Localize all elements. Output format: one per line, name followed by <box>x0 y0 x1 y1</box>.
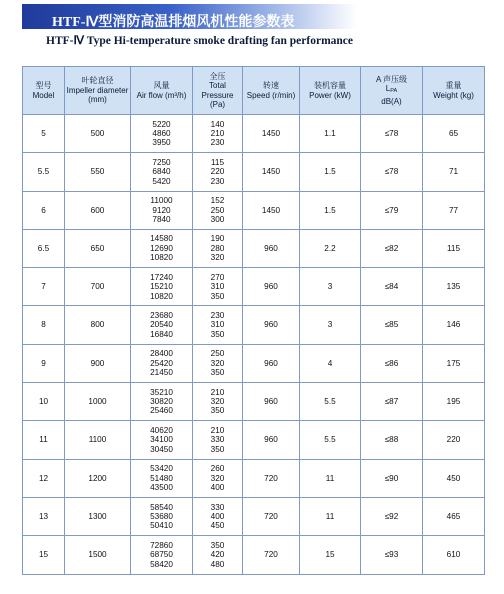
cell-model: 13 <box>23 497 65 535</box>
cell-speed: 720 <box>243 536 300 574</box>
header-speed: 转速 Speed (r/min) <box>243 67 300 115</box>
cell-power: 5.5 <box>300 383 361 421</box>
cell-pressure: 210 330 350 <box>193 421 243 459</box>
cell-speed: 720 <box>243 497 300 535</box>
cell-power: 11 <box>300 497 361 535</box>
cell-weight: 465 <box>423 497 485 535</box>
header-air-flow: 风量 Air flow (m³/h) <box>131 67 193 115</box>
cell-weight: 135 <box>423 268 485 306</box>
cell-pressure: 230 310 350 <box>193 306 243 344</box>
cell-model: 6.5 <box>23 229 65 267</box>
cell-pressure: 350 420 480 <box>193 536 243 574</box>
cell-power: 1.1 <box>300 115 361 153</box>
cell-power: 11 <box>300 459 361 497</box>
table-row <box>23 383 485 421</box>
page-title: HTF-Ⅳ型消防高温排烟风机性能参数表 <box>52 15 295 30</box>
cell-airflow: 17240 15210 10820 <box>131 268 193 306</box>
cell-model: 9 <box>23 344 65 382</box>
header-noise: A 声压级 LPA dB(A) <box>361 67 423 115</box>
table-row <box>23 191 485 229</box>
table-header-row <box>23 67 485 115</box>
cell-speed: 1450 <box>243 153 300 191</box>
cell-diameter: 1100 <box>65 421 131 459</box>
cell-noise: ≤92 <box>361 497 423 535</box>
cell-airflow: 11000 9120 7840 <box>131 191 193 229</box>
cell-weight: 77 <box>423 191 485 229</box>
cell-power: 2.2 <box>300 229 361 267</box>
table-row <box>23 229 485 267</box>
cell-weight: 175 <box>423 344 485 382</box>
cell-speed: 960 <box>243 421 300 459</box>
cell-weight: 115 <box>423 229 485 267</box>
cell-weight: 450 <box>423 459 485 497</box>
cell-model: 12 <box>23 459 65 497</box>
cell-pressure: 270 310 350 <box>193 268 243 306</box>
header-model: 型号 Model <box>23 67 65 115</box>
table-row <box>23 344 485 382</box>
table-row <box>23 268 485 306</box>
cell-diameter: 900 <box>65 344 131 382</box>
cell-noise: ≤90 <box>361 459 423 497</box>
cell-power: 5.5 <box>300 421 361 459</box>
cell-power: 1.5 <box>300 191 361 229</box>
cell-weight: 220 <box>423 421 485 459</box>
cell-noise: ≤78 <box>361 153 423 191</box>
cell-weight: 610 <box>423 536 485 574</box>
cell-pressure: 152 250 300 <box>193 191 243 229</box>
cell-airflow: 23680 20540 16840 <box>131 306 193 344</box>
cell-speed: 960 <box>243 344 300 382</box>
cell-airflow: 7250 6840 5420 <box>131 153 193 191</box>
table-row <box>23 153 485 191</box>
cell-speed: 960 <box>243 383 300 421</box>
cell-pressure: 190 280 320 <box>193 229 243 267</box>
cell-airflow: 53420 51480 43500 <box>131 459 193 497</box>
title-banner <box>22 4 357 29</box>
cell-pressure: 330 400 450 <box>193 497 243 535</box>
cell-power: 1.5 <box>300 153 361 191</box>
header-impeller-diameter: 叶轮直径 Impeller diameter (mm) <box>65 67 131 115</box>
cell-weight: 195 <box>423 383 485 421</box>
cell-model: 5.5 <box>23 153 65 191</box>
cell-noise: ≤87 <box>361 383 423 421</box>
cell-power: 3 <box>300 306 361 344</box>
cell-power: 3 <box>300 268 361 306</box>
cell-diameter: 1000 <box>65 383 131 421</box>
cell-noise: ≤85 <box>361 306 423 344</box>
cell-weight: 65 <box>423 115 485 153</box>
cell-weight: 71 <box>423 153 485 191</box>
cell-noise: ≤82 <box>361 229 423 267</box>
cell-diameter: 1500 <box>65 536 131 574</box>
cell-model: 6 <box>23 191 65 229</box>
cell-pressure: 250 320 350 <box>193 344 243 382</box>
cell-diameter: 700 <box>65 268 131 306</box>
cell-airflow: 58540 53680 50410 <box>131 497 193 535</box>
cell-diameter: 500 <box>65 115 131 153</box>
cell-airflow: 35210 30820 25460 <box>131 383 193 421</box>
header-power: 装机容量 Power (kW) <box>300 67 361 115</box>
cell-model: 10 <box>23 383 65 421</box>
cell-speed: 1450 <box>243 191 300 229</box>
table-row <box>23 497 485 535</box>
cell-noise: ≤79 <box>361 191 423 229</box>
table-row <box>23 459 485 497</box>
cell-diameter: 800 <box>65 306 131 344</box>
performance-table <box>22 66 485 575</box>
cell-noise: ≤93 <box>361 536 423 574</box>
cell-diameter: 1200 <box>65 459 131 497</box>
table-row <box>23 536 485 574</box>
cell-model: 8 <box>23 306 65 344</box>
cell-airflow: 40620 34100 30450 <box>131 421 193 459</box>
cell-noise: ≤84 <box>361 268 423 306</box>
cell-speed: 960 <box>243 306 300 344</box>
cell-model: 15 <box>23 536 65 574</box>
cell-speed: 720 <box>243 459 300 497</box>
cell-weight: 146 <box>423 306 485 344</box>
table-row <box>23 306 485 344</box>
cell-diameter: 650 <box>65 229 131 267</box>
cell-airflow: 5220 4860 3950 <box>131 115 193 153</box>
cell-pressure: 260 320 400 <box>193 459 243 497</box>
cell-airflow: 28400 25420 21450 <box>131 344 193 382</box>
header-total-pressure: 全压 Total Pressure (Pa) <box>193 67 243 115</box>
cell-power: 4 <box>300 344 361 382</box>
table-row <box>23 115 485 153</box>
cell-model: 11 <box>23 421 65 459</box>
cell-diameter: 550 <box>65 153 131 191</box>
header-weight: 重量 Weight (kg) <box>423 67 485 115</box>
cell-diameter: 600 <box>65 191 131 229</box>
cell-pressure: 210 320 350 <box>193 383 243 421</box>
cell-pressure: 115 220 230 <box>193 153 243 191</box>
cell-airflow: 14580 12690 10820 <box>131 229 193 267</box>
cell-diameter: 1300 <box>65 497 131 535</box>
cell-noise: ≤78 <box>361 115 423 153</box>
cell-speed: 960 <box>243 229 300 267</box>
cell-noise: ≤86 <box>361 344 423 382</box>
cell-power: 15 <box>300 536 361 574</box>
cell-speed: 960 <box>243 268 300 306</box>
cell-pressure: 140 210 230 <box>193 115 243 153</box>
cell-model: 7 <box>23 268 65 306</box>
cell-speed: 1450 <box>243 115 300 153</box>
cell-airflow: 72860 68750 58420 <box>131 536 193 574</box>
table-row <box>23 421 485 459</box>
cell-model: 5 <box>23 115 65 153</box>
page-subtitle: HTF-Ⅳ Type Hi-temperature smoke drafting fan performance <box>46 35 354 47</box>
cell-noise: ≤88 <box>361 421 423 459</box>
